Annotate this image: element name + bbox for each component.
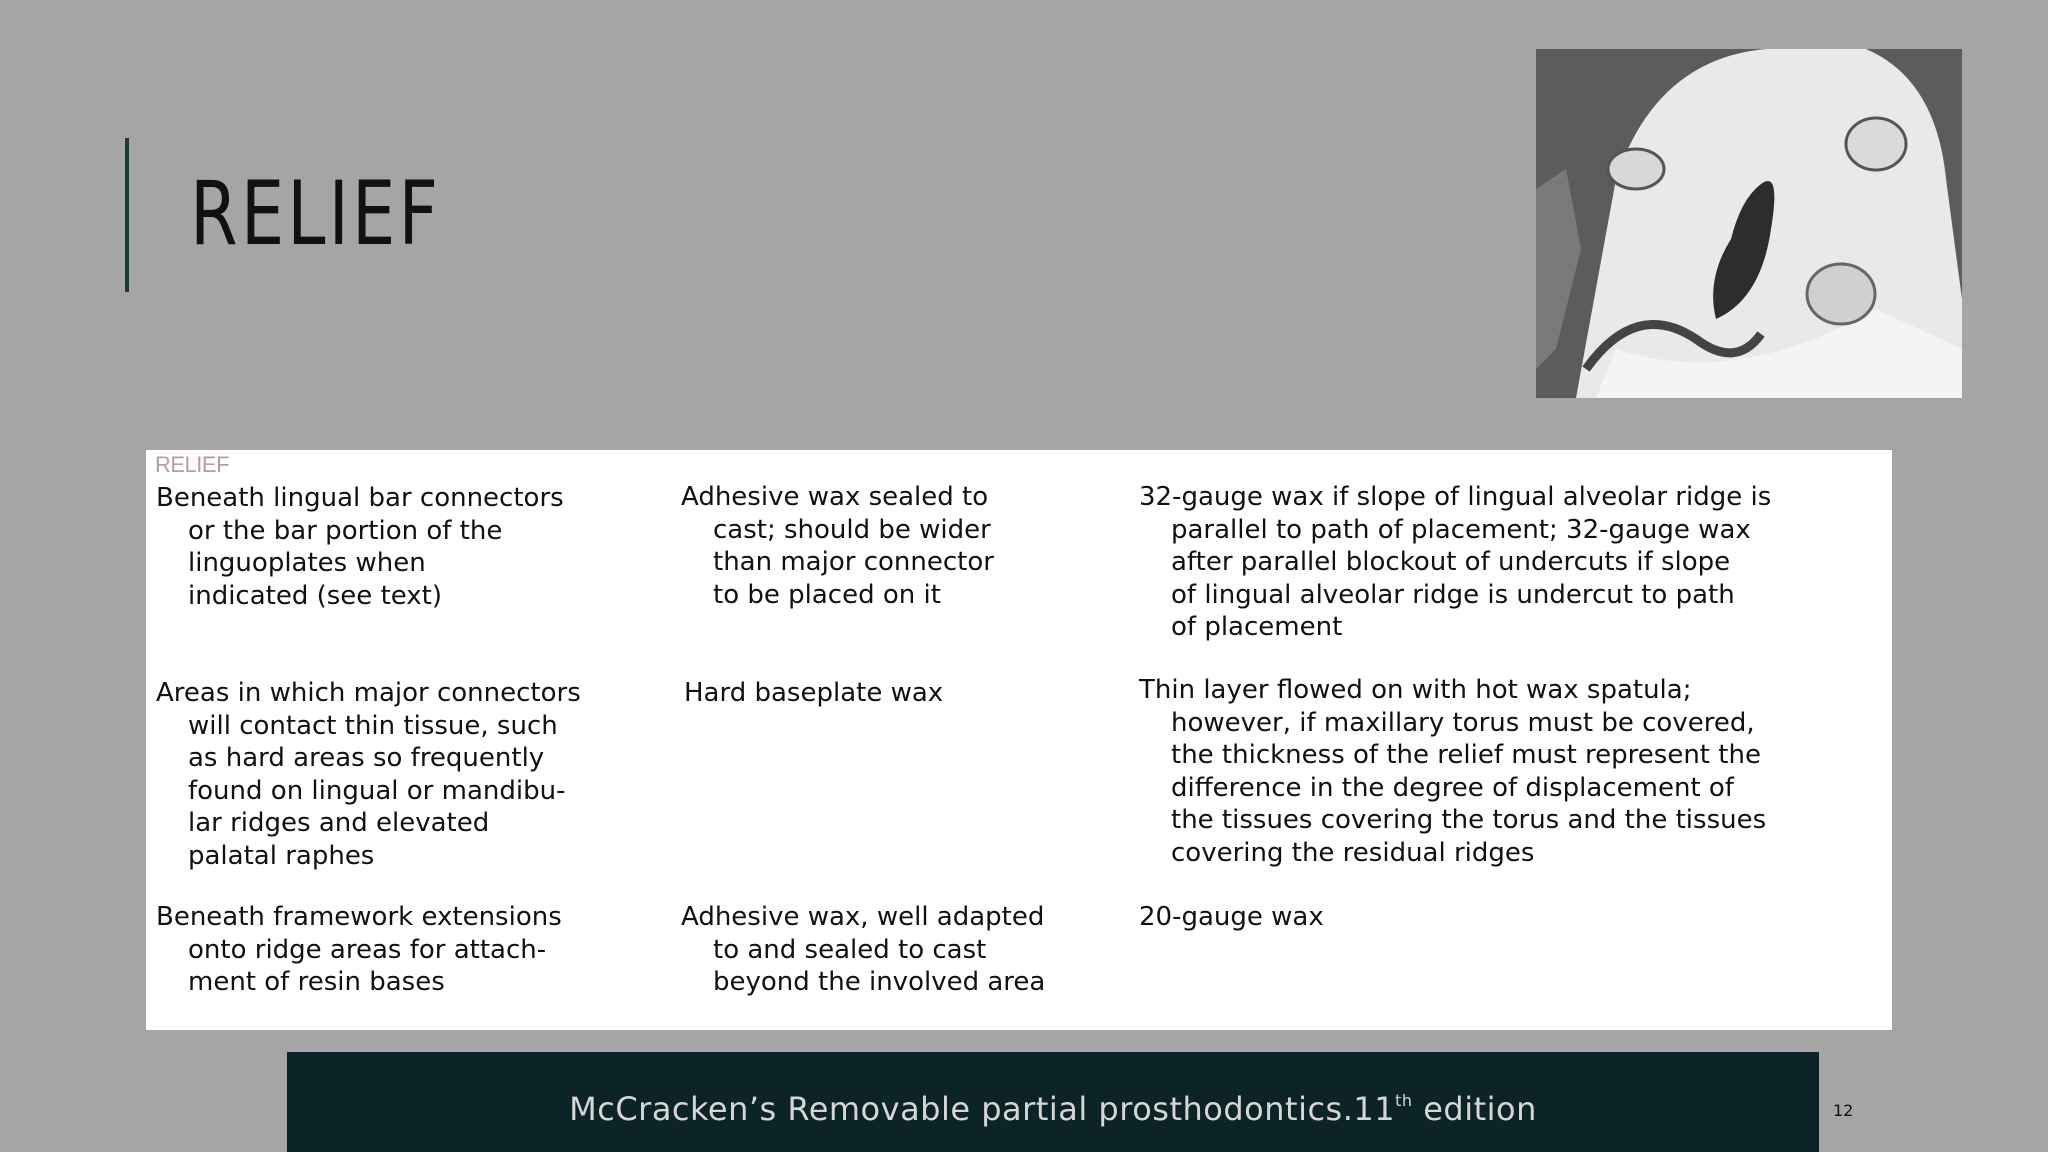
citation-superscript: th bbox=[1395, 1091, 1413, 1110]
citation-footer bbox=[287, 1052, 1819, 1152]
dental-cast-photo bbox=[1536, 49, 1962, 398]
relief-table bbox=[146, 450, 1892, 1030]
page-number: 12 bbox=[1833, 1101, 1854, 1120]
citation-main: McCracken’s Removable partial prosthodontics.11 bbox=[569, 1090, 1396, 1128]
citation-text bbox=[287, 1090, 1819, 1128]
row-3-thickness: 20-gauge wax bbox=[1139, 902, 1324, 932]
table-caption: RELIEF bbox=[155, 452, 230, 477]
row-1-location: Beneath lingual bar connectors or the bar portion of the linguoplates when indicated (see text) bbox=[156, 483, 564, 611]
dental-cast-image bbox=[1536, 49, 1962, 398]
row-3-material: Adhesive wax, well adapted to and sealed to cast beyond the involved area bbox=[681, 902, 1046, 997]
citation-suffix: edition bbox=[1412, 1090, 1537, 1128]
slide-title: RELIEF bbox=[190, 162, 442, 265]
row-2-material: Hard baseplate wax bbox=[684, 678, 944, 708]
row-2-location: Areas in which major connectors will contact thin tissue, such as hard areas so frequently found on lingual or mandibu- lar ridges and elevated palatal raphes bbox=[156, 678, 581, 871]
row-2-thickness: Thin layer flowed on with hot wax spatula; however, if maxillary torus must be covered, the thickness of the relief must represent the difference in the degree of displacement of the tissues covering the torus and the tissues covering the residual ridges bbox=[1139, 675, 1767, 868]
row-1-thickness: 32-gauge wax if slope of lingual alveolar ridge is parallel to path of placement; 32-gauge wax after parallel blockout of undercuts if slope of lingual alveolar ridge is undercut to path of placement bbox=[1139, 482, 1772, 642]
row-3-location: Beneath framework extensions onto ridge areas for attach- ment of resin bases bbox=[156, 902, 562, 997]
title-accent-bar bbox=[125, 138, 129, 292]
row-1-material: Adhesive wax sealed to cast; should be wider than major connector to be placed on it bbox=[681, 482, 994, 610]
